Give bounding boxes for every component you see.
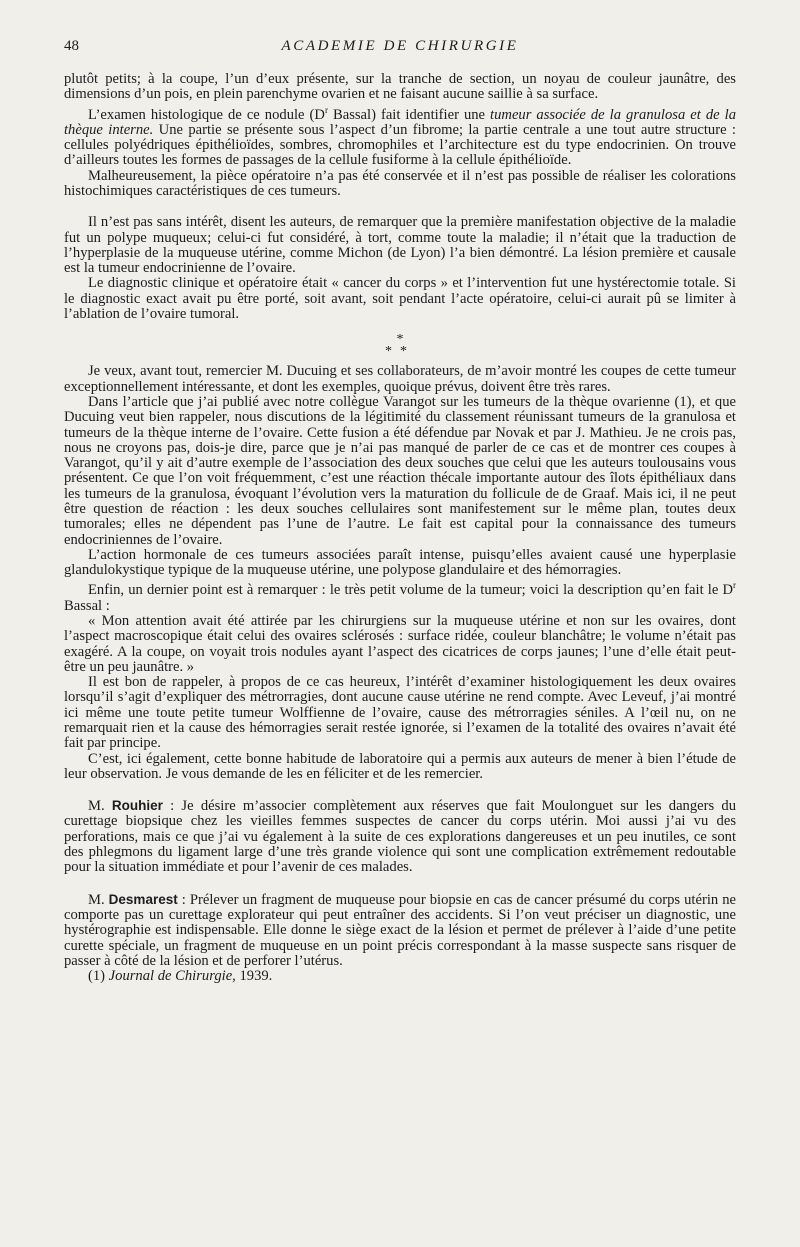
page <box>64 38 736 984</box>
paragraph-6: Je veux, avant tout, remercier M. Ducuing et ses collaborateurs, de m’avoir montré les coupes de cette tumeur exceptionnellement intéressante, et dont les exemples, quoique prévus, doivent être très rares. <box>64 363 736 395</box>
remark-rouhier: M. Rouhier : Je désire m’associer complètement aux réserves que fait Moulonguet sur les dangers du curettage biopsique chez les vieilles femmes suspectes de cancer du corps utérin. Moi aussi j’ai vu des perforations, mais ce que j’ai vu également à la suite de ces explorations dangereuses et un peu inutiles, ce sont des phlegmons du ligament large d’une très grande violence qui sont une complication extrêmement redoutable pour la situation immédiate et pour l’avenir de ces malades. <box>64 798 736 876</box>
paragraph-12: C’est, ici également, cette bonne habitude de laboratoire qui a permis aux auteurs de mener à bien l’étude de leur observation. Je vous demande de les en féliciter et de les remercier. <box>64 750 736 782</box>
paragraph-9: Enfin, un dernier point est à remarquer : le très petit volume de la tumeur; voici la description qu’en fait le $D^r$ Bassal : <box>64 580 736 614</box>
speaker-name: Desmarest <box>108 891 178 907</box>
paragraph-7: Dans l’article que j’ai publié avec notre collègue Varangot sur les tumeurs de la thèque ovarienne (1), et que Ducuing veut bien rappeler, nous discutions de la légitimité du classement réunissant tumeurs de la granulosa et tumeurs de la thèque interne de l’ovaire. Cette fusion a été défendue par Novak et par J. Mathieu. Je ne crois pas, nous ne croyons pas, dois-je dire, parce que je n’ai pas manqué de parler de ce cas et de montrer ces coupes à Varangot, qu’il y ait d’autre exemple de l’association des deux souches que celui que les auteurs toulousains vous présentent. Ce que l’on voit fréquemment, c’est une réaction thécale importante autour des îlots épithéliaux dans les tumeurs de la granulosa, évoquant l’évolution vers la maturation du follicule de de Graaf. Mais ici, il ne peut être question de réaction : les deux souches cellulaires sont manifestement sur le même plan, toutes deux tumorales; elles ne dépendent pas l’une de l’autre. Le fait est capital pour la connaissance des tumeurs endocriniennes de l’ovaire. <box>64 393 736 548</box>
quotation: « Mon attention avait été attirée par les chirurgiens sur la muqueuse utérine et non sur les ovaires, dont l’aspect macroscopique était celui des ovaires sclérosés : surface ridée, couleur blanchâtre; le volume n’était pas exagéré. A la coupe, on voyait trois nodules ayant l’aspect des cicatrices de corps jaunes; l’une d’elle était peut-être un peu jaunâtre. » <box>64 612 736 675</box>
paragraph-2: L’examen histologique de ce nodule ($D^r$ Bassal) fait identifier une tumeur associée de la granulosa et de la thèque interne. Une partie se présente sous l’aspect d’un fibrome; la partie centrale a une tout autre structure : cellules polyédriques épithélioïdes, sombres, chromophiles et l’architecture est du type endocrinien. On trouve d’ailleurs toutes les formes de passages de la cellule fusiforme à la cellule épithélioïde. <box>64 104 736 169</box>
paragraph-11: Il est bon de rappeler, à propos de ce cas heureux, l’intérêt d’examiner histologiquement les deux ovaires lorsqu’il s’agit d’expliquer des métrorragies, dont aucune cause utérine ne rend compte. Avec Leveuf, j’ai montré ici même une toute petite tumeur Wolffienne de l’ovaire, cause des métrorragies séniles. A l’œil nu, on ne remarquait rien et la cause des hémorragies serait restée ignorée, si l’examen de la totalité des ovaires n’avait été fait par principe. <box>64 674 736 752</box>
paragraph-1: plutôt petits; à la coupe, l’un d’eux présente, sur la tranche de section, un noyau de couleur jaunâtre, des dimensions d’un pois, en plein parenchyme ovarien et ne faisant aucune saillie à sa surface. <box>64 71 736 103</box>
paragraph-5: Le diagnostic clinique et opératoire était « cancer du corps » et l’intervention fut une hystérectomie totale. Si le diagnostic exact avait pu être porté, soit avant, soit pendant l’acte opératoire, celui-ci aurait pû se limiter à l’ablation de l’ovaire tumoral. <box>64 275 736 323</box>
paragraph-8: L’action hormonale de ces tumeurs associées paraît intense, puisqu’elles avaient causé une hyperplasie glandulokystique typique de la muqueuse utérine, une polypose glandulaire et des hémorragies. <box>64 546 736 579</box>
page-header <box>64 38 736 62</box>
body-text <box>64 72 736 984</box>
page-number: 48 <box>64 38 79 54</box>
paragraph-4: Il n’est pas sans intérêt, disent les auteurs, de remarquer que la première manifestation objective de la maladie fut un polype muqueux; celui-ci fut considéré, à tort, comme toute la maladie; il n’était que la traduction de l’hyperplasie de la muqueuse utérine, comme Michon (de Lyon) l’a bien démontré. La lésion première et causale est la tumeur endocrinienne de l’ovaire. <box>64 214 736 277</box>
footnote: (1) Journal de Chirurgie, 1939. <box>88 968 273 985</box>
speaker-name: Rouhier <box>111 798 163 814</box>
section-separator: * ** <box>385 332 415 360</box>
running-title: ACADEMIE DE CHIRURGIE <box>281 38 519 54</box>
remark-desmarest: M. Desmarest : Prélever un fragment de muqueuse pour biopsie en cas de cancer présumé du corps utérin ne comporte pas un curettage explorateur qui peut entraîner des accidents. Si l’on veut préciser un diagnostic, une hystérographie est indispensable. Elle donne le siège exact de la lésion et permet de prélever à l’aide d’une petite curette spéciale, un fragment de muqueuse en un point précis correspondant à la masse suspecte sans risquer de passer à côté de la lésion et de perforer l’utérus. <box>64 891 736 969</box>
paragraph-3: Malheureusement, la pièce opératoire n’a pas été conservée et il n’est pas possible de réaliser les colorations histochimiques caractéristiques de ces tumeurs. <box>64 167 736 199</box>
